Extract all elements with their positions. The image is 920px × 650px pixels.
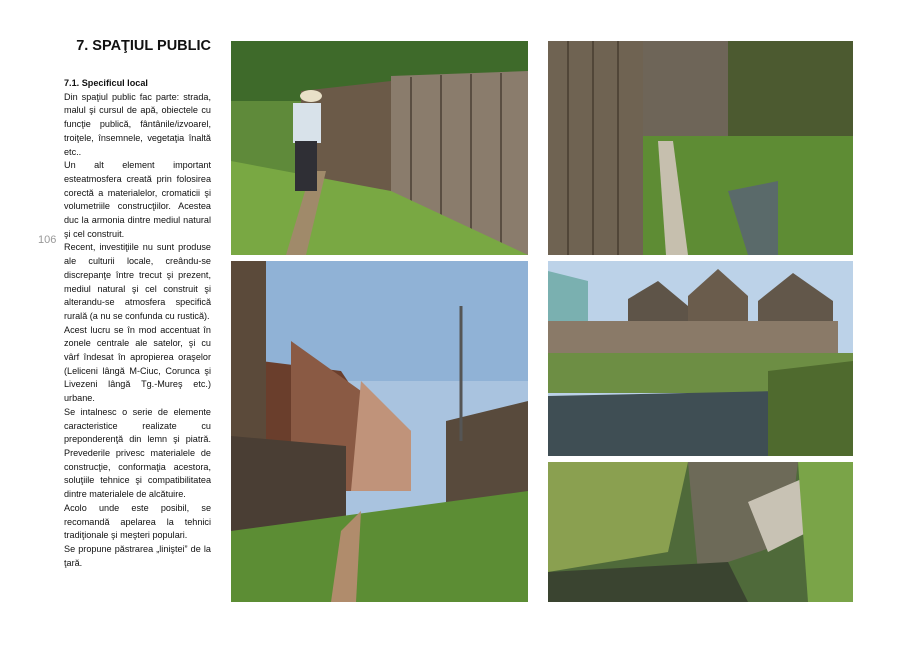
paragraph: Un alt element important esteatmosfera creată prin folosirea corectă a materialelor, cromaticii şi volumetriile construcţiilor. Acestea duc la armonia dintre mediul natural şi cel construit. [64, 160, 211, 239]
paragraph: Recent, investiţiile nu sunt produse ale culturii locale, creându-se discrepanţe între trecut şi prezent, mediul natural şi cel construit şi alterandu-se atmosfera specifică rurală (a nu se confunda cu rustică). [64, 242, 211, 321]
text-column [64, 77, 211, 570]
photo-stream-stones [548, 462, 853, 602]
photo-village-lane [231, 261, 528, 602]
paragraph: Acolo unde este posibil, se recomandă apelarea la tehnici tradiţionale şi meşteri populari. [64, 502, 211, 541]
page-title: 7. SPAŢIUL PUBLIC [76, 38, 211, 54]
photo-village-pond [548, 261, 853, 456]
section-title: 7.1. Specificul local [64, 78, 148, 88]
paragraph: Se propune păstrarea „liniştei” de la ţară. [64, 543, 211, 568]
photo-fence-path [231, 41, 528, 255]
paragraph: Se intalnesc o serie de elemente caracteristice realizate cu preponderenţă din lemn şi piatră. Prevederile privesc materialele de construcţie, conformaţia acestora, soluţiile tehnice şi compatibilitatea dintre materialele de alcătuire. [64, 406, 211, 500]
paragraph: Acest lucru se în mod accentuat în zonele centrale ale satelor, şi cu vârf îndesat în apropierea oraşelor (Leliceni lângă M-Ciuc, Corunca şi Livezeni lângă Tg.-Mureş etc.) urbane. [64, 324, 211, 404]
paragraph: Din spaţiul public fac parte: strada, malul şi cursul de apă, obiectele cu funcţie publică, fântânile/izvoarel, troiţele, însemnele, vegetaţia înaltă etc.. [64, 91, 211, 157]
photo-stream-path [548, 41, 853, 255]
page-number: 106 [38, 234, 57, 246]
